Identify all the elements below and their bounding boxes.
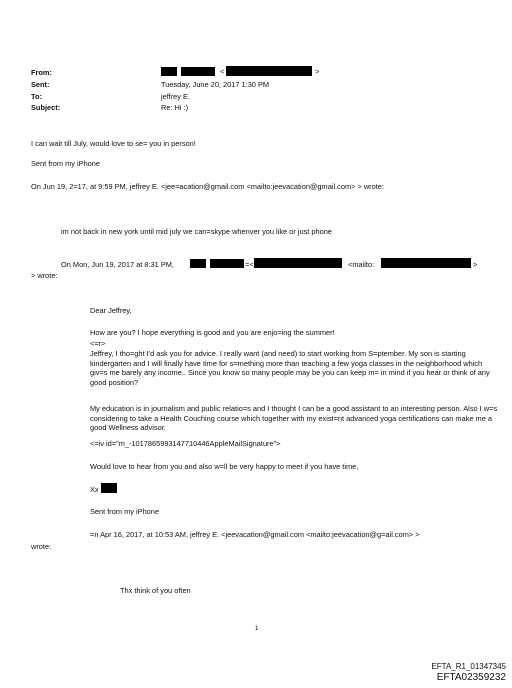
thx-line: Thx think of you often [120,586,191,595]
redaction-on-mon-3 [254,258,342,268]
redaction-on-mon-2 [210,259,244,268]
body-line-1: I can wait till July, would love to se= you in person! [31,139,196,148]
from-label: From: [31,68,52,77]
redaction-on-mon-4 [381,258,471,268]
how-are-you-line: How are you? I hope everything is good and you are enjo=ing the summer! [90,328,335,337]
efta-stamp-2: EFTA02359232 [436,672,506,683]
from-lt: < [220,67,225,76]
redaction-signoff [101,483,117,493]
on-mon-mailto: <mailto: [348,260,375,269]
on-mon-eq: =< [245,260,254,269]
wrote-line: wrote: [31,542,52,551]
to-label: To: [31,92,42,101]
redaction-from-name-2 [181,67,215,76]
on-mon-gt: > [473,260,478,269]
paragraph-2: My education is in journalism and public relatio=s and I thought I can be a good assistant to an interesting person. Also I w=s considering to take a Health Couching course which together with my exist=nt advanced yoga certifications can make me a good Wellness advisor. [90,404,498,433]
r-tag: <=r> [90,339,106,348]
on-apr-line: =n Apr 16, 2017, at 10:53 AM, jeffrey E. <jeevacation@gmail.com <mailto:jeevacation@g=ail.com> > [90,530,420,539]
quote-1: im not back in new york until mid july we can=skype whenver you like or just phone [61,227,332,236]
sent-value: Tuesday, June 20, 2017 1:30 PM [161,80,270,89]
xx-signoff: Xx [90,485,99,494]
div-tag: <=iv id="m_-1017865993147710446AppleMailSignature"> [90,439,281,448]
from-gt: > [315,67,320,76]
redaction-from-name [161,67,177,76]
subject-label: Subject: [31,103,61,112]
on-mon-wrote: > wrote: [31,271,58,280]
page-number: 1 [255,626,259,632]
on-mon-prefix: On Mon, Jun 19, 2017 at 8:31 PM, [61,260,174,269]
redaction-on-mon-1 [190,259,206,268]
body-line-2: Sent from my iPhone [31,159,101,168]
sent-from-iphone-2: Sent from my iPhone [90,507,160,516]
dear-line: Dear Jeffrey, [90,306,132,315]
body-line-3: On Jun 19, 2=17, at 9:59 PM, jeffrey E. <jee=acation@gmail.com <mailto:jeevacation@gmail.com> > wrote: [31,182,384,191]
subject-value: Re: Hi :) [161,103,189,112]
redaction-from-email [226,66,312,76]
would-love-line: Would love to hear from you and also w=ll be very happy to meet if you have time, [90,462,359,471]
efta-stamp-1: EFTA_R1_01347345 [431,662,506,671]
to-value: jeffrey E. [161,92,191,101]
paragraph-1: Jeffrey, I tho=ght I'd ask you for advice. I really want (and need) to start working from S=ptember. My son is starting kindergarten and I will finally have time for s=mething more than teaching a few yoga classes in the neighborhood which giv=s me barely any income.. Since you know so many people may be you can keep m= in mind if you hear or think of any good position? [90,349,490,387]
sent-label: Sent: [31,80,50,89]
